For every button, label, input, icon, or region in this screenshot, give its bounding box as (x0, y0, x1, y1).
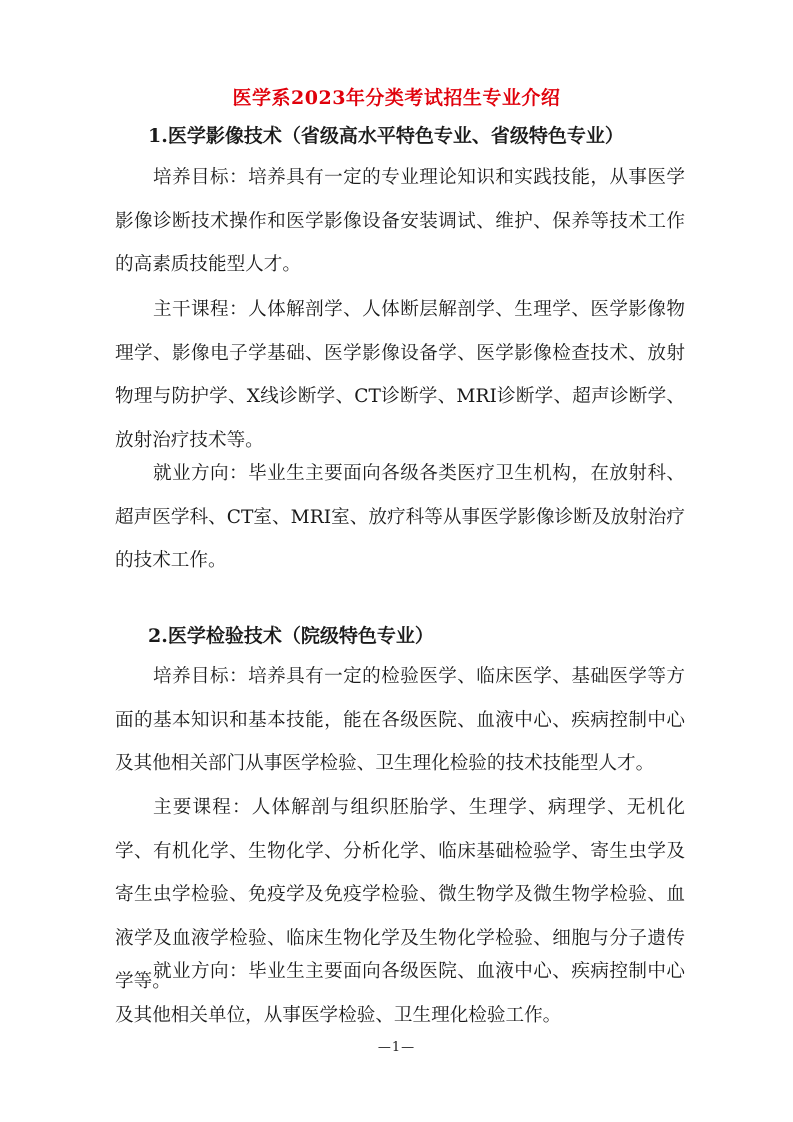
paragraph-imaging-career: 就业方向：毕业生主要面向各级各类医疗卫生机构，在放射科、超声医学科、CT室、MRI室、放疗科等从事医学影像诊断及放射治疗的技术工作。 (115, 463, 685, 572)
paragraph-lab-career: 就业方向：毕业生主要面向各级医院、血液中心、疾病控制中心及其他相关单位，从事医学检验、卫生理化检验工作。 (115, 961, 685, 1026)
document-title: 医学系2023年分类考试招生专业介绍 (232, 87, 561, 109)
paragraph-lab-courses: 主要课程：人体解剖与组织胚胎学、生理学、病理学、无机化学、有机化学、生物化学、分析化学、临床基础检验学、寄生虫学及寄生虫学检验、免疫学及免疫学检验、微生物学及微生物学检验、血液学及血液学检验、临床生物化学及生物化学检验、细胞与分子遗传学等。 (115, 797, 685, 993)
section-heading-imaging: 1.医学影像技术（省级高水平特色专业、省级特色专业） (148, 125, 624, 147)
paragraph-imaging-goal: 培养目标：培养具有一定的专业理论知识和实践技能，从事医学影像诊断技术操作和医学影像设备安装调试、维护、保养等技术工作的高素质技能型人才。 (115, 167, 685, 276)
section-heading-lab: 2.医学检验技术（院级特色专业） (148, 625, 434, 647)
page-number: —1— (377, 1040, 416, 1055)
paragraph-lab-goal: 培养目标：培养具有一定的检验医学、临床医学、基础医学等方面的基本知识和基本技能，能在各级医院、血液中心、疾病控制中心及其他相关部门从事医学检验、卫生理化检验的技术技能型人才。 (115, 666, 685, 775)
paragraph-imaging-courses: 主干课程：人体解剖学、人体断层解剖学、生理学、医学影像物理学、影像电子学基础、医学影像设备学、医学影像检查技术、放射物理与防护学、X线诊断学、CT诊断学、MRI诊断学、超声诊断学、放射治疗技术等。 (115, 299, 685, 451)
